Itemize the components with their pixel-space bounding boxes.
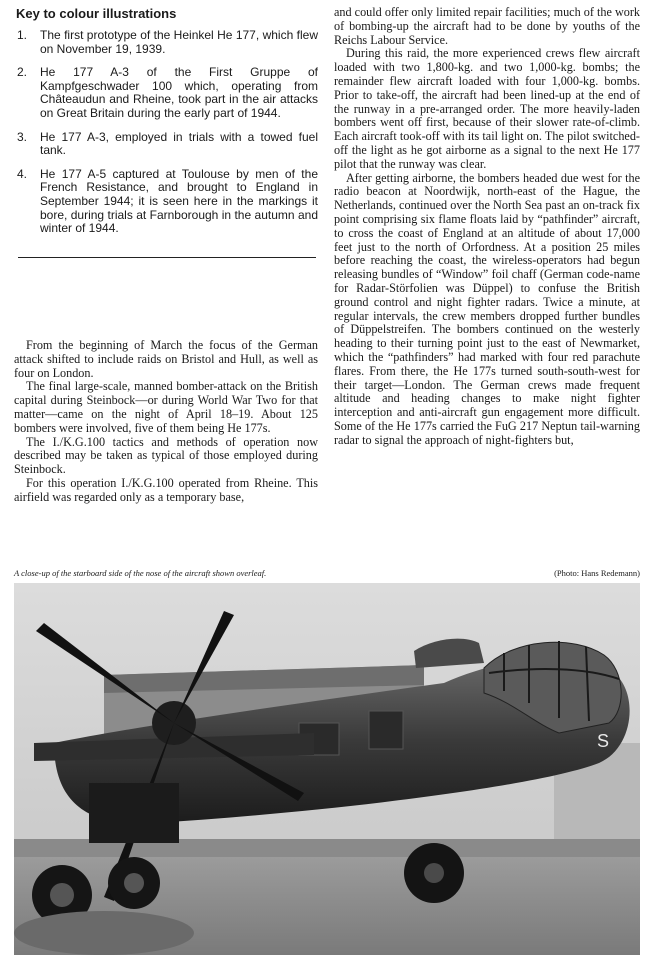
photo-caption: A close-up of the starboard side of the nose of the aircraft shown overleaf.	[14, 568, 267, 578]
key-item-number: 4.	[17, 166, 28, 181]
aircraft-photo	[14, 583, 640, 955]
key-list	[14, 29, 318, 236]
left-column	[14, 6, 318, 258]
photo-credit: (Photo: Hans Redemann)	[554, 568, 640, 578]
paragraph: After getting airborne, the bombers headed due west for the radio beacon at Noordwijk, north-east of the Hague, the Netherlands, continued over the North Sea past an on-track fix point comprising six flame floats laid by “pathfinder” aircraft, to cross the coast of England at an altitude of about 17,000 feet just to the north of Orfordness. At a position 25 miles before reaching the coast, the wireless-operators had begun releasing bundles of “Window” foil chaff (German code-name for Radar-Störfolien was Düppel) to confuse the British ground control and night fighter radars. Twice a minute, at regular intervals, the crew members dropped further bundles of Düppelstreifen. The bombers continued on the westerly heading to their turning point just to the east of Newmarket, which the “pathfinders” had marked with four red parachute flares. From there, the He 177s turned south-south-west for their target—London. The German crews made frequent altitude and heading changes to make night fighter interception and anti-aircraft gun engagement more difficult. Some of the He 177s carried the FuG 217 Neptun tail-warning radar to signal the approach of night-fighters but,	[334, 170, 640, 447]
paragraph: and could offer only limited repair facilities; much of the work of bombing-up the aircraft had to be done by youths of the Reichs Labour Service.	[334, 5, 640, 47]
foreground-debris	[14, 911, 194, 955]
section-divider	[18, 257, 316, 258]
paragraph: From the beginning of March the focus of the German attack shifted to include raids on Bristol and Hull, as well as four on London.	[14, 338, 318, 380]
paragraph: The I./K.G.100 tactics and methods of operation now described may be taken as typical of those employed during Steinbock.	[14, 434, 318, 477]
key-item-text: He 177 A-5 captured at Toulouse by men of the French Resistance, and brought to England in September 1944; it is seen here in the markings it bore, during trials at Farnborough in the autumn and winter of 1944.	[40, 166, 318, 236]
key-item	[14, 168, 318, 236]
right-body-text	[334, 6, 640, 448]
key-item	[14, 29, 318, 56]
key-item-number: 1.	[17, 28, 28, 42]
key-item	[14, 131, 318, 158]
photo-caption-row	[14, 568, 640, 578]
left-body-text	[14, 339, 318, 505]
key-item-number: 2.	[17, 65, 28, 80]
key-item-text: He 177 A-3 of the First Gruppe of Kampfgeschwader 100 which, operating from Châteaudun and Rheine, took part in the air attacks on Great Britain during the early part of 1944.	[40, 65, 318, 120]
fuselage-window	[369, 711, 403, 749]
paragraph: For this operation I./K.G.100 operated from Rheine. This airfield was regarded only as a temporary base,	[14, 475, 318, 504]
key-item-number: 3.	[17, 129, 28, 144]
key-item-text: The first prototype of the Heinkel He 177, which flew on November 19, 1939.	[40, 28, 318, 56]
nose-letter: S	[597, 731, 610, 751]
paragraph: The final large-scale, manned bomber-attack on the British capital during Steinbock—or during World War Two for that matter—came on the night of April 18–19. About 125 bombers were involved, five of them being He 177s.	[14, 379, 318, 435]
paragraph: During this raid, the more experienced crews flew aircraft loaded with two 1,800-kg. and two 1,000-kg. bombs; the remainder flew aircraft loaded with four 1,000-kg. bombs. Prior to take-off, the aircraft had been lined-up at the end of the runway in a pre-arranged order. The more heavily-laden bombers went off first, because of their slower rate-of-climb. Each aircraft took-off with its tail light on. The pilot switched-off the light as he got airborne as a signal to the next He 177 pilot that the runway was clear.	[334, 46, 640, 171]
key-item	[14, 66, 318, 120]
key-title: Key to colour illustrations	[16, 6, 177, 21]
key-item-text: He 177 A-3, employed in trials with a towed fuel tank.	[40, 129, 318, 158]
engine-nacelle	[89, 783, 179, 843]
